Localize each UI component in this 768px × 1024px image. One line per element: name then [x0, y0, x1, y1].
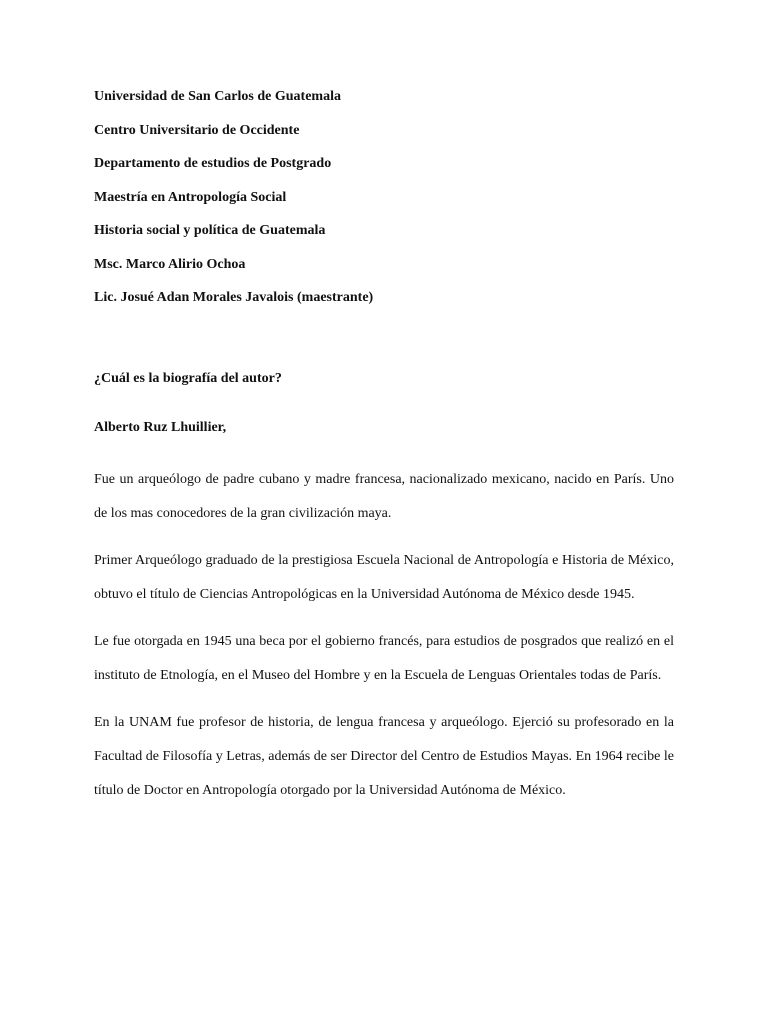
- paragraph: En la UNAM fue profesor de historia, de lengua francesa y arqueólogo. Ejerció su profesorado en la Facultad de Filosofía y Letras, además de ser Director del Centro de Estudios Mayas. En 1964 recibe le título de Doctor en Antropología otorgado por la Universidad Autónoma de México.: [94, 715, 674, 798]
- author-name: Alberto Ruz Lhuillier,: [94, 420, 227, 435]
- paragraph: Primer Arqueólogo graduado de la prestigiosa Escuela Nacional de Antropología e Historia de México, obtuvo el título de Ciencias Antropológicas en la Universidad Autónoma de México desde 1945.: [94, 553, 674, 602]
- biography-body: [94, 463, 674, 821]
- question-heading: ¿Cuál es la biografía del autor?: [94, 371, 282, 386]
- paragraph: Fue un arqueólogo de padre cubano y madre francesa, nacionalizado mexicano, nacido en París. Uno de los mas conocedores de la gran civilización maya.: [94, 472, 674, 521]
- program-name: Maestría en Antropología Social: [94, 189, 287, 205]
- paragraph: Le fue otorgada en 1945 una beca por el gobierno francés, para estudios de posgrados que realizó en el instituto de Etnología, en el Museo del Hombre y en la Escuela de Lenguas Orientales todas de París.: [94, 634, 674, 683]
- university-name: Universidad de San Carlos de Guatemala: [94, 89, 341, 104]
- instructor-name: Msc. Marco Alirio Ochoa: [94, 256, 246, 272]
- department-name: Departamento de estudios de Postgrado: [94, 156, 332, 171]
- student-name: Lic. Josué Adan Morales Javalois (maestrante): [94, 290, 374, 305]
- center-name: Centro Universitario de Occidente: [94, 122, 300, 138]
- document-header: [94, 87, 694, 322]
- course-name: Historia social y política de Guatemala: [94, 223, 326, 238]
